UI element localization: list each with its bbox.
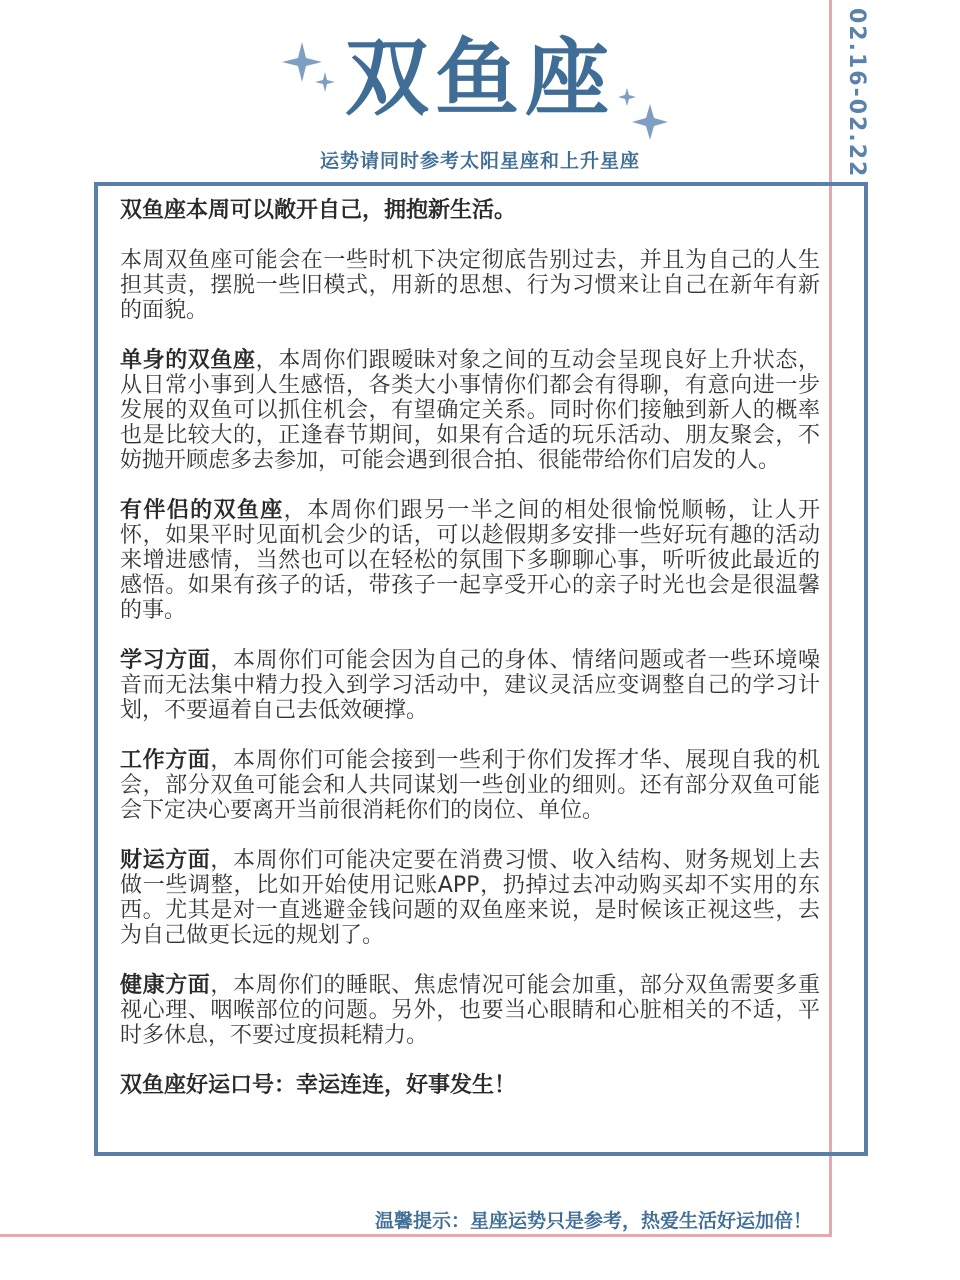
date-range: 02.16-02.22 — [844, 8, 869, 179]
section-work: 工作方面，本周你们可能会接到一些利于你们发挥才华、展现自我的机会，部分双鱼可能会和人共同谋划一些创业的细则。还有部分双鱼可能会下定决心要离开当前很消耗你们的岗位、单位。 — [120, 748, 820, 823]
section-wealth: 财运方面，本周你们可能决定要在消费习惯、收入结构、财务规划上去做一些调整，比如开始使用记账APP，扔掉过去冲动购买却不实用的东西。尤其是对一直逃避金钱问题的双鱼座来说，是时候该正视这些，去为自己做更长远的规划了。 — [120, 848, 820, 948]
section-study: 学习方面，本周你们可能会因为自己的身体、情绪问题或者一些环境噪音而无法集中精力投入到学习活动中，建议灵活应变调整自己的学习计划，不要逼着自己去低效硬撑。 — [120, 648, 820, 723]
section-single: 单身的双鱼座，本周你们跟暧昧对象之间的互动会呈现良好上升状态，从日常小事到人生感悟，各类大小事情你们都会有得聊，有意向进一步发展的双鱼可以抓住机会，有望确定关系。同时你们接触到新人的概率也是比较大的，正逢春节期间，如果有合适的玩乐活动、朋友聚会，不妨抛开顾虑多去参加，可能会遇到很合拍、很能带给你们启发的人。 — [120, 348, 820, 473]
page-title: 双鱼座 — [344, 29, 615, 127]
subtitle: 运势请同时参考太阳星座和上升星座 — [319, 150, 640, 172]
horoscope-content — [120, 198, 820, 1123]
pink-horizontal-line — [0, 1234, 832, 1237]
footer-tip: 温馨提示：星座运势只是参考，热爱生活好运加倍！ — [374, 1210, 812, 1232]
slogan: 双鱼座好运口号：幸运连连，好事发生！ — [120, 1073, 517, 1098]
section-health: 健康方面，本周你们的睡眠、焦虑情况可能会加重，部分双鱼需要多重视心理、咽喉部位的问题。另外，也要当心眼睛和心脏相关的不适，平时多休息，不要过度损耗精力。 — [120, 973, 820, 1048]
headline: 双鱼座本周可以敞开自己，拥抱新生活。 — [120, 198, 517, 223]
section-partnered: 有伴侣的双鱼座，本周你们跟另一半之间的相处很愉悦顺畅，让人开怀，如果平时见面机会少的话，可以趁假期多安排一些好玩有趣的活动来增进感情，当然也可以在轻松的氛围下多聊聊心事，听听彼此最近的感悟。如果有孩子的话，带孩子一起享受开心的亲子时光也会是很温馨的事。 — [120, 498, 820, 623]
intro-paragraph: 本周双鱼座可能会在一些时机下决定彻底告别过去，并且为自己的人生担其责，摆脱一些旧模式，用新的思想、行为习惯来让自己在新年有新的面貌。 — [120, 248, 820, 323]
